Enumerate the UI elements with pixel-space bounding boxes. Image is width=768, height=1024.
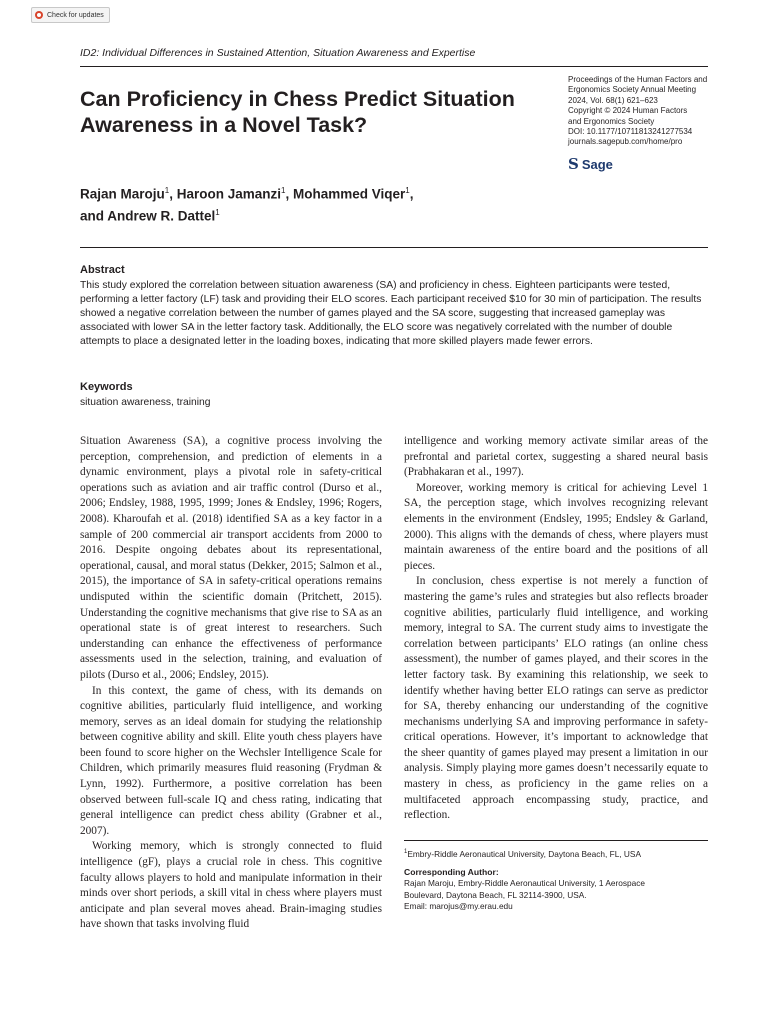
meta-line: and Ergonomics Society [568, 116, 655, 126]
corresponding-author-block [404, 867, 708, 913]
affiliation-marker: 1 [215, 207, 220, 217]
header-rule [80, 66, 708, 67]
meta-line: Ergonomics Society Annual Meeting [568, 85, 697, 95]
sage-logo-icon: S [568, 155, 579, 173]
author-name: and Andrew R. Dattel [80, 208, 216, 223]
body-paragraph: Situation Awareness (SA), a cognitive process involving the perception, comprehension, and prediction of elements in a dynamic environment, plays a pivotal role in safety-critical operations such as aviation and air traffic control (Durso et al., 2006; Endsley, 1988, 1995, 1999; Jones & Endsley, 1996; Rogers, 2008). Kharoufah et al. (2018) identified SA as a key factor in a sample of 200 commercial air transport accidents from 2000 to 2016. Despite ongoing debates about its representational, operational, causal, and moral status (Dekker, 2015; Salmon et al., 2015), the importance of SA in safety-critical operations remains undisputed within the scientific domain (Pritchett, 2015). Understanding the cognitive mechanisms that give rise to SA as an operational state is of great interest to researchers. Such understanding can enhance the effectiveness of performance assessments used in the selection, training, and evaluation of pilots (Durso et al., 2006; Endsley, 2015). [80, 435, 382, 681]
meta-line: 2024, Vol. 68(1) 621–623 [568, 95, 658, 105]
keywords-text: situation awareness, training [80, 397, 211, 408]
keywords-heading: Keywords [80, 381, 133, 393]
corresponding-author-address: Rajan Maroju, Embry-Riddle Aeronautical University, 1 Aerospace [404, 878, 646, 889]
corresponding-author-email[interactable]: Email: marojus@my.erau.edu [404, 901, 513, 912]
abstract-text: This study explored the correlation between situation awareness (SA) and proficiency in chess. Eighteen participants were tested, performing a letter factory (LF) task and providing their ELO scores. Each participant received $10 for 30 min of participation. The results showed a negative correlation between the number of games played and the SA score, suggesting that increased gameplay was associated with lower SA in the letter factory task. Additionally, the ELO score was negatively correlated with the number of double attempts to place a designated letter in the loading boxes, indicating that more skilled players made fewer errors. [80, 280, 702, 348]
corresponding-author-address: Boulevard, Daytona Beach, FL 32114-3900, USA. [404, 889, 587, 900]
author-separator: , [169, 186, 177, 202]
author-list: Rajan Maroju$^1$, Haroon Jamanzi$^1$, Mohammed Viqer$^1$, and Andrew R. Dattel$^1$ [80, 186, 414, 223]
meta-line: Proceedings of the Human Factors and [568, 75, 708, 84]
body-paragraph: In this context, the game of chess, with its demands on cognitive abilities, particularly fluid intelligence, and working memory, serves as an ideal domain for studying the relationship between cognitive ability and skill. Elite youth chess players have been found to score higher on the Wechsler Intelligence Scale for Children, which primarily measures fluid reasoning (Frydman & Lynn, 1992). Furthermore, a positive correlation has been observed between full-scale IQ and chess rating, indicating that general intelligence can predict chess ability (Grabner et al., 2007). [80, 684, 382, 837]
author-name: Mohammed Viqer [292, 186, 406, 202]
journal-url-link[interactable]: journals.sagepub.com/home/pro [568, 137, 683, 147]
doi-link[interactable]: DOI: 10.1177/10711813241277534 [568, 127, 693, 137]
author-name: Haroon Jamanzi [176, 186, 282, 202]
corresponding-author-heading: Corresponding Author: [404, 867, 499, 877]
affiliation-marker: 1 [404, 849, 408, 855]
abstract-heading: Abstract [80, 264, 125, 276]
body-paragraph: intelligence and working memory activate similar areas of the prefrontal and parietal cortex, suggesting a shared neural basis (Prabhakaran et al., 1997). [404, 435, 708, 479]
section-header: ID2: Individual Differences in Sustained Attention, Situation Awareness and Expertise [80, 47, 476, 59]
affiliation-text: Embry-Riddle Aeronautical University, Daytona Beach, FL, USA [407, 848, 641, 859]
body-paragraph: In conclusion, chess expertise is not merely a function of mastering the game’s rules and strategies but also reflects broader cognitive abilities, particularly fluid intelligence, and working memory, integral to SA. The current study aims to investigate the correlation between participants’ ELO ratings (an online chess assessment), the number of games played, and their scores in the letter factory task. By examining this relationship, we seek to identify whether having better ELO ratings can serve as predictor for SA, thereby enhancing our understanding of the cognitive mechanisms underlying SA and improving performance in safety-critical operations. However, it’s important to acknowledge that the sheer quantity of games played may present a limitation in our analysis. Simply playing more games doesn’t necessarily equate to mastery in chess, as proficiency in the game relies on a multifaceted approach encompassing study, practice, and reflection. [404, 575, 708, 822]
update-check-icon [35, 11, 43, 19]
check-for-updates-label: Check for updates [47, 11, 104, 19]
body-paragraph: Working memory, which is strongly connected to fluid intelligence (gF), plays a crucial role in chess. This cognitive faculty allows players to hold and manipulate information in their minds over short periods, a skill vital in chess where players must anticipate and plan several moves ahead. Brain-imaging studies have shown that tasks involving fluid [80, 840, 382, 931]
body-paragraph: Moreover, working memory is critical for achieving Level 1 SA, the perception stage, which involves recognizing relevant elements in the environment (Endsley, 1995; Endsley & Garland, 2000). This aligns with the demands of chess, where players must maintain awareness of the entire board and the positions of all pieces. [404, 481, 708, 572]
affiliation-footnote [404, 847, 708, 860]
publisher-name: Sage [581, 156, 613, 172]
publisher-logo [568, 155, 613, 173]
author-separator: , [285, 186, 293, 202]
body-column-left [80, 434, 382, 933]
meta-line: Copyright © 2024 Human Factors [568, 106, 688, 116]
author-name: Rajan Maroju [80, 186, 165, 202]
abstract-top-rule [80, 247, 708, 248]
affiliation-marker: 1 [281, 186, 286, 195]
affiliation-marker: 1 [405, 186, 410, 195]
affiliation-marker: 1 [164, 186, 170, 195]
journal-metadata [568, 75, 718, 148]
footnote-rule [404, 840, 708, 841]
paper-title: Can Proficiency in Chess Predict Situation Awareness in a Novel Task? [80, 87, 515, 137]
body-column-right [404, 434, 708, 824]
check-for-updates-button[interactable] [31, 7, 110, 23]
